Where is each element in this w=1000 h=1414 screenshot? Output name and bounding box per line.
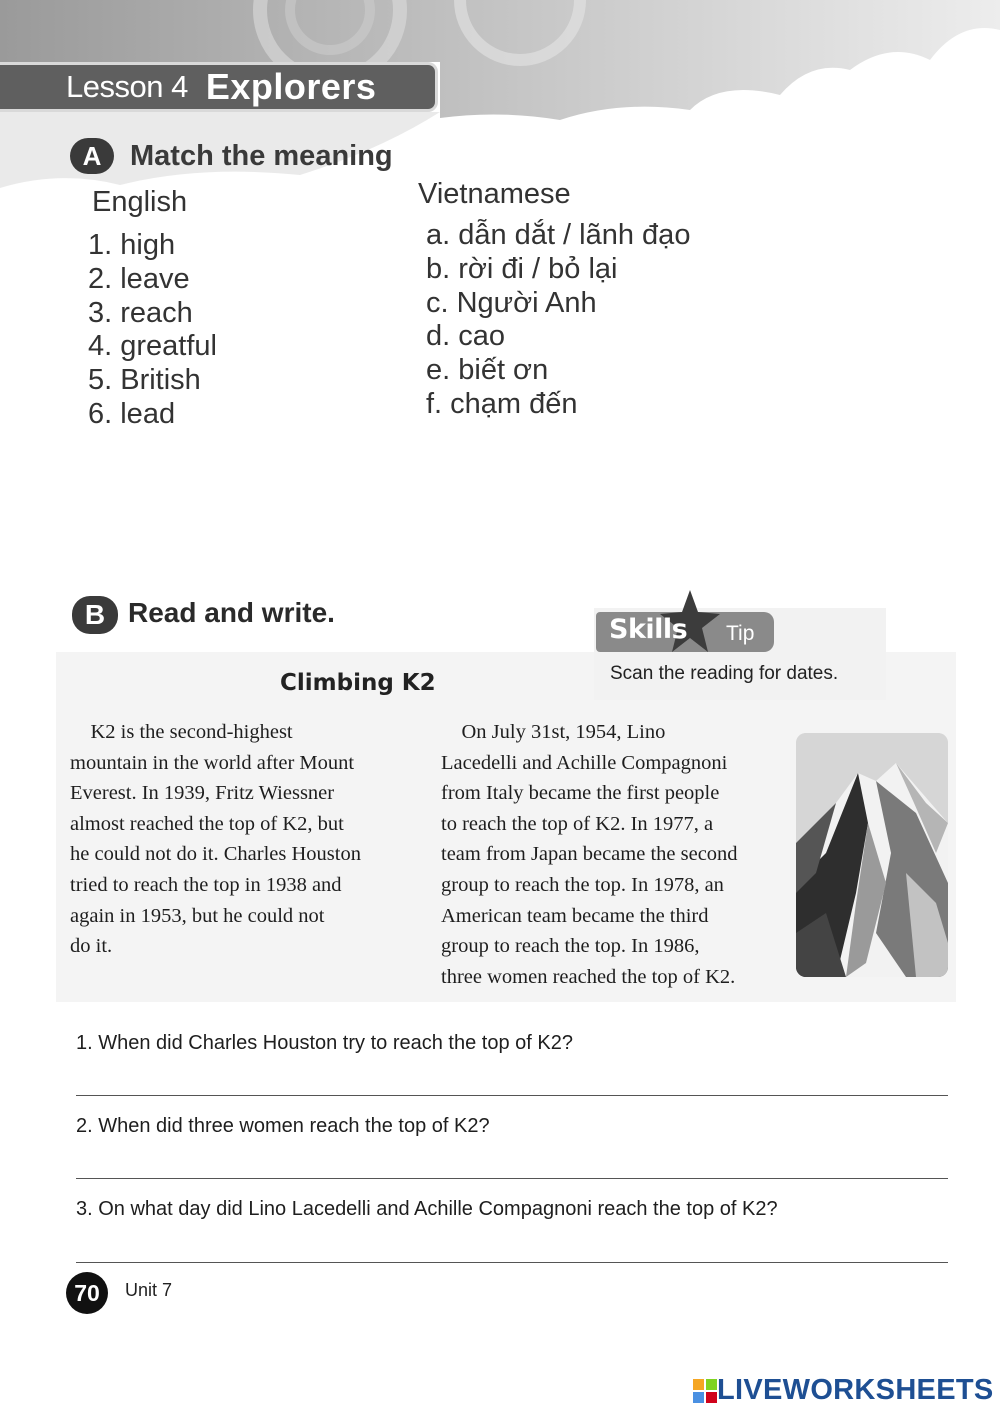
lesson-label: Lesson 4	[66, 69, 188, 104]
vietnamese-word[interactable]: f. chạm đến	[426, 387, 578, 420]
english-heading: English	[92, 186, 188, 218]
tip-label: Tip	[726, 622, 755, 645]
english-word[interactable]: 5. British	[88, 364, 201, 397]
vietnamese-word[interactable]: c. Người Anh	[426, 286, 597, 319]
paragraph-line: K2 is the second-highest	[70, 721, 293, 743]
vietnamese-word[interactable]: e. biết ơn	[426, 354, 549, 387]
liveworksheets-icon	[693, 1379, 717, 1403]
reading-title: Climbing K2	[280, 670, 436, 696]
paragraph-line: team from Japan became the second	[441, 843, 738, 866]
vietnamese-word-list	[426, 219, 690, 422]
english-word[interactable]: 4. greatful	[88, 330, 217, 363]
english-word[interactable]: 3. reach	[88, 296, 193, 329]
unit-label: Unit 7	[125, 1280, 173, 1300]
paragraph-line: from Italy became the first people	[441, 782, 720, 805]
skills-tip-text: Scan the reading for dates.	[610, 663, 839, 684]
english-word[interactable]: 2. leave	[88, 262, 190, 295]
paragraph-line: American team became the third	[441, 904, 709, 927]
question-2: 2. When did three women reach the top of K2?	[76, 1115, 490, 1137]
answer-line-2[interactable]	[76, 1178, 948, 1179]
vietnamese-word[interactable]: d. cao	[426, 320, 505, 353]
reading-paragraph-2	[441, 717, 786, 992]
vietnamese-word[interactable]: b. rời đi / bỏ lại	[426, 252, 618, 285]
lesson-banner	[0, 62, 438, 112]
paragraph-line: On July 31st, 1954, Lino	[441, 721, 666, 743]
liveworksheets-logo	[693, 1374, 994, 1407]
mountain-photo	[796, 733, 948, 977]
english-word[interactable]: 6. lead	[88, 397, 176, 430]
paragraph-line: do it.	[70, 935, 113, 958]
skills-label: Skills	[609, 614, 688, 645]
paragraph-line: again in 1953, but he could not	[70, 904, 325, 927]
liveworksheets-brand: LIVEWORKSHEETS	[717, 1374, 994, 1406]
paragraph-line: three women reached the top of K2.	[441, 965, 736, 988]
question-1: 1. When did Charles Houston try to reach the top of K2?	[76, 1032, 573, 1054]
answer-line-3[interactable]	[76, 1262, 948, 1263]
paragraph-line: tried to reach the top in 1938 and	[70, 873, 342, 896]
section-b-title: Read and write.	[128, 597, 335, 628]
paragraph-line: mountain in the world after Mount	[70, 751, 355, 774]
english-word[interactable]: 1. high	[88, 229, 176, 261]
paragraph-line: group to reach the top. In 1986,	[441, 935, 700, 958]
mountain-icon	[796, 733, 948, 977]
english-word-list	[88, 229, 217, 432]
answer-line-1[interactable]	[76, 1095, 948, 1096]
section-b-badge: B	[72, 596, 118, 634]
paragraph-line: group to reach the top. In 1978, an	[441, 873, 724, 896]
paragraph-line: Everest. In 1939, Fritz Wiessner	[70, 782, 335, 805]
section-a-title: Match the meaning	[130, 140, 393, 172]
paragraph-line: to reach the top of K2. In 1977, a	[441, 812, 714, 835]
paragraph-line: Lacedelli and Achille Compagnoni	[441, 751, 728, 774]
reading-paragraph-1	[70, 717, 415, 962]
page-number: 70	[66, 1272, 108, 1314]
paragraph-line: he could not do it. Charles Houston	[70, 843, 361, 866]
vietnamese-heading: Vietnamese	[418, 178, 571, 210]
vietnamese-word[interactable]: a. dẫn dắt / lãnh đạo	[426, 219, 691, 251]
question-3: 3. On what day did Lino Lacedelli and Achille Compagnoni reach the top of K2?	[76, 1198, 778, 1220]
lesson-name: Explorers	[205, 66, 377, 107]
section-a-badge: A	[70, 138, 114, 174]
paragraph-line: almost reached the top of K2, but	[70, 812, 344, 835]
